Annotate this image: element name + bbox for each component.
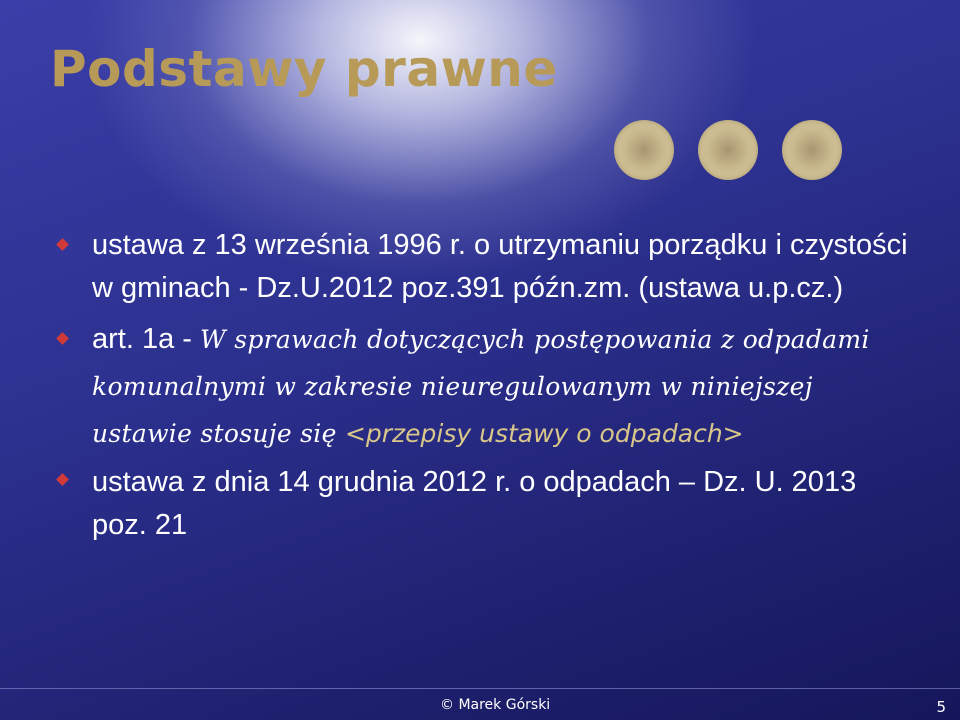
article-quote: W sprawach dotyczących postępowania z odpadami komunalnymi w zakresie nieuregulowanym w niniejszej ustawie stosuje się: [92, 325, 870, 448]
diamond-bullet-icon: [56, 332, 69, 345]
decorative-circle: [614, 120, 674, 180]
decorative-circle: [698, 120, 758, 180]
slide-title: Podstawy prawne: [50, 40, 558, 98]
diamond-bullet-icon: [56, 473, 69, 486]
decorative-circles: [614, 120, 842, 180]
page-number: 5: [936, 698, 946, 716]
list-item-text: ustawa z 13 września 1996 r. o utrzymaniu porządku i czystości w gminach - Dz.U.2012 poz.391 późn.zm. (ustawa u.p.cz.): [92, 229, 908, 304]
decorative-circle: [782, 120, 842, 180]
article-reference: <przepisy ustawy o odpadach>: [344, 419, 744, 448]
footer-divider: [0, 688, 960, 689]
list-item: [50, 224, 910, 310]
article-label: art. 1a -: [92, 323, 200, 355]
list-item: [50, 461, 910, 547]
list-item-text: ustawa z dnia 14 grudnia 2012 r. o odpadach – Dz. U. 2013 poz. 21: [92, 466, 857, 541]
footer-author: © Marek Górski: [440, 697, 551, 713]
list-item: [50, 316, 910, 457]
diamond-bullet-icon: [56, 238, 69, 251]
bullet-list: [50, 224, 910, 547]
